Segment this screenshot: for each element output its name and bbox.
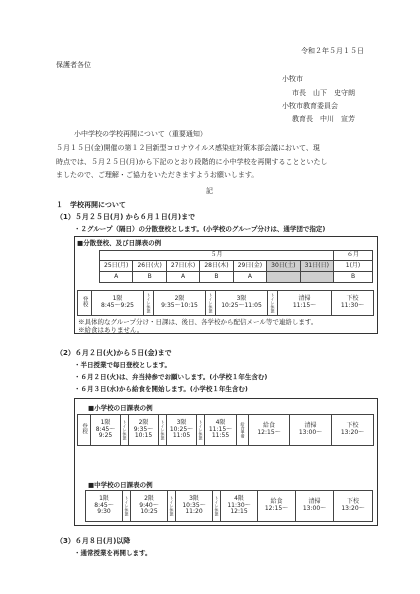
group-cell: A bbox=[233, 272, 266, 283]
group-cell: A bbox=[100, 272, 133, 283]
lunch-cell: 給食 12:15～ bbox=[249, 415, 290, 446]
day-cell-weekend: 31日(日) bbox=[300, 261, 333, 272]
period-3-heading: （3）６月８日(月)以降 bbox=[56, 537, 131, 545]
period-cell: 4限 11:30～ 12:15 bbox=[221, 491, 258, 522]
period-cell: 3限 10:35～ 11:20 bbox=[176, 491, 213, 522]
day-cell: 26日(火) bbox=[133, 261, 166, 272]
note-1: ※具体的なグループ分け・日課は、後日、各学校から配信メール等で連絡します。 bbox=[78, 318, 318, 326]
day-cell: 1(月) bbox=[334, 261, 373, 272]
dismissal-cell: 下校 11:30～ bbox=[332, 291, 374, 316]
day-cell: 29日(金) bbox=[233, 261, 266, 272]
sender-mayor: 市長 山下 史守朗 bbox=[292, 89, 355, 97]
period-cell: 2限 9:35～10:15 bbox=[154, 291, 206, 316]
day-cell-weekend: 30日(土) bbox=[267, 261, 300, 272]
period-cell: 3限 10:25～ 11:05 bbox=[167, 415, 197, 446]
period-cell: 1限 8:45～9:25 bbox=[92, 291, 144, 316]
box-1-title: ■分散登校、及び日課表の例 bbox=[77, 239, 162, 247]
junior-high-title: ■中学校の日課表の例 bbox=[88, 481, 153, 489]
period-cell: 1限 8:45～ 9:25 bbox=[91, 415, 121, 446]
dismissal-cell: 下校 13:20～ bbox=[334, 491, 373, 522]
break-cell: トイレ休憩 bbox=[123, 491, 131, 522]
period-cell: 3限 10:25～11:05 bbox=[216, 291, 268, 316]
day-cell: 27日(水) bbox=[166, 261, 199, 272]
period-cell: 2限 9:40～ 10:25 bbox=[131, 491, 168, 522]
break-cell: トイレ休憩 bbox=[197, 415, 205, 446]
cleaning-cell: 清掃 11:15～ bbox=[278, 291, 332, 316]
break-cell: トイレ休憩 bbox=[268, 291, 278, 316]
junior-high-schedule bbox=[85, 490, 373, 522]
period-cell: 1限 8:45～ 9:30 bbox=[86, 491, 123, 522]
schedule-table-1 bbox=[77, 290, 374, 316]
period-1-bullet: ・２グループ（隔日）の分散登校とします。(小学校のグループ分けは、通学団で指定) bbox=[74, 225, 326, 233]
note-2: ※給食はありません。 bbox=[78, 326, 144, 334]
cleaning-cell: 清掃 13:00～ bbox=[296, 491, 334, 522]
section-heading: １ 学校再開について bbox=[56, 201, 126, 209]
lunch-cell: 給食 12:15～ bbox=[258, 491, 296, 522]
group-cell: B bbox=[334, 272, 373, 283]
sender-org: 小牧市 bbox=[282, 75, 303, 83]
body-line-2: 時点では、５月２５日(月)から下記のとおり段階的に小中学校を再開することといたし bbox=[56, 158, 328, 166]
break-cell: トイレ休憩 bbox=[206, 291, 216, 316]
period-cell: 4限 11:15～ 11:55 bbox=[205, 415, 237, 446]
day-cell: 28日(木) bbox=[200, 261, 233, 272]
elementary-title: ■小学校の日課表の例 bbox=[88, 404, 153, 412]
group-cell-weekend bbox=[300, 272, 333, 283]
period-2-bullet-3: ・６月３日(水)から給食を開始します。(小学校１年生含む) bbox=[74, 385, 248, 393]
period-2-bullet-2: ・６月２日(火)は、弁当持参でお願いします。(小学校１年生含む) bbox=[74, 373, 268, 381]
period-1-heading: （1）５月２５日(月) から６月１日(月)まで bbox=[56, 213, 196, 221]
period-cell: 2限 9:35～ 10:15 bbox=[129, 415, 159, 446]
dismissal-cell: 下校 13:20～ bbox=[332, 415, 374, 446]
group-cell: A bbox=[166, 272, 199, 283]
group-calendar bbox=[99, 250, 373, 283]
sender-board: 小牧市教育委員会 bbox=[282, 102, 338, 110]
period-2-heading: （2）６月２日(火)から５日(金)まで bbox=[56, 349, 172, 357]
period-2-bullet-1: ・半日授業で毎日登校とします。 bbox=[74, 361, 171, 369]
sender-superintendent: 教育長 中川 宣芳 bbox=[292, 115, 355, 123]
lunch-prep-cell: 給食準備 bbox=[237, 415, 249, 446]
body-line-3: ましたので、ご理解・ご協力をいただきますようお願いします。 bbox=[56, 171, 259, 179]
break-cell: トイレ休憩 bbox=[168, 491, 176, 522]
elementary-schedule bbox=[77, 414, 374, 446]
break-cell: トイレ休憩 bbox=[159, 415, 167, 446]
group-cell: B bbox=[133, 272, 166, 283]
break-cell: トイレ休憩 bbox=[144, 291, 154, 316]
ki-mark: 記 bbox=[206, 187, 213, 195]
body-line-1: ５月１５日(金)開催の第１２回新型コロナウイルス感染症対策本部会議において、現 bbox=[56, 144, 320, 152]
group-cell: B bbox=[200, 272, 233, 283]
arrival-cell: 登校 bbox=[78, 291, 92, 316]
date: 令和２年５月１５日 bbox=[301, 47, 364, 55]
month-june: ６月 bbox=[334, 251, 373, 261]
period-3-bullet: ・通常授業を再開します。 bbox=[74, 549, 152, 557]
subject: 小中学校の学校再開について（重要通知） bbox=[74, 130, 207, 138]
break-cell: トイレ休憩 bbox=[121, 415, 129, 446]
day-cell: 25日(月) bbox=[100, 261, 133, 272]
cleaning-cell: 清掃 13:00～ bbox=[290, 415, 332, 446]
break-cell: トイレ休憩 bbox=[213, 491, 221, 522]
month-may: ５月 bbox=[100, 251, 334, 261]
arrival-cell: 登校 bbox=[78, 415, 91, 446]
group-cell-weekend bbox=[267, 272, 300, 283]
recipient: 保護者各位 bbox=[56, 61, 91, 69]
